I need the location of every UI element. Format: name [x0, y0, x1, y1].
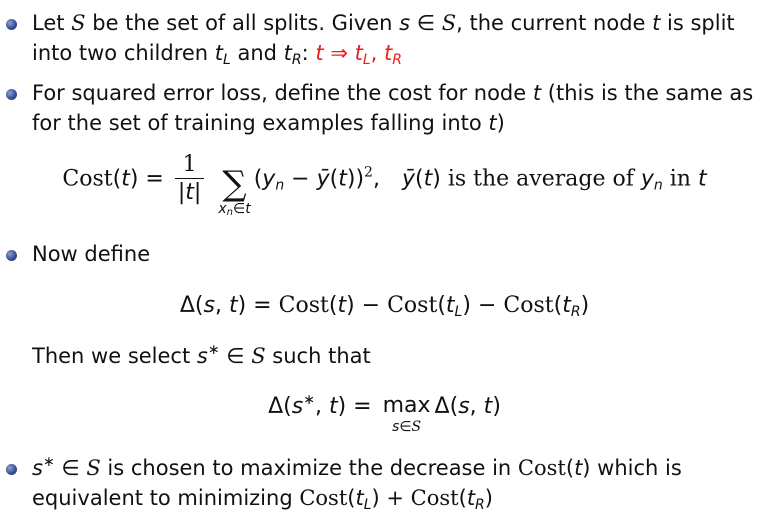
math-superscript: ∗	[42, 454, 55, 470]
math-var: t	[384, 41, 393, 65]
bullet-splits-line-2	[32, 38, 764, 68]
text-segment: be the set of all splits. Given	[85, 11, 400, 35]
math-var: t	[488, 111, 497, 135]
math-func-cost: Cost	[503, 293, 554, 318]
math-var: t	[315, 41, 324, 65]
text-segment: )	[496, 111, 505, 135]
math-var-ybar: ȳ	[316, 166, 330, 192]
math-var: s	[392, 419, 400, 435]
math-subscript: L	[362, 52, 371, 68]
math-paren: )	[462, 293, 471, 318]
math-paren: (	[458, 486, 467, 510]
math-subscript: R	[570, 304, 581, 320]
math-op: ∈	[399, 419, 412, 435]
math-op: ∈	[410, 11, 442, 35]
bullet-splits	[6, 8, 764, 68]
math-paren: (	[329, 166, 339, 192]
math-var: t	[354, 41, 363, 65]
math-op: ,	[372, 166, 380, 192]
math-var: t	[423, 166, 433, 192]
math-var: s	[203, 293, 215, 318]
text-segment: which is	[590, 456, 682, 480]
text-segment: (this is the same as	[541, 81, 754, 105]
math-subscript: R	[392, 52, 402, 68]
math-func-cost: Cost	[62, 166, 113, 192]
math-paren: (	[415, 166, 424, 192]
bullet-dot-icon	[6, 464, 17, 475]
math-op: −	[470, 293, 504, 318]
math-op: ∈	[54, 456, 87, 480]
math-var: s	[458, 394, 470, 419]
text-segment: equivalent to minimizing	[32, 486, 300, 510]
then-select-line	[32, 341, 371, 371]
text-segment: ,	[370, 41, 384, 65]
text-segment: and	[230, 41, 284, 65]
math-op: ) =	[237, 293, 279, 318]
math-delta: Δ	[434, 394, 450, 419]
bullet-splits-line-1	[32, 8, 764, 38]
math-var: t	[338, 166, 347, 192]
text-segment: , the current node	[456, 11, 653, 35]
math-subscript: L	[223, 52, 231, 68]
fraction-numerator: 1	[182, 152, 197, 177]
bullet-chosen-text	[32, 453, 764, 513]
summation	[218, 163, 251, 218]
bullet-cost-text	[32, 78, 764, 138]
math-op: ,	[469, 394, 484, 419]
equation-max-delta	[0, 393, 769, 435]
math-var: t	[483, 394, 493, 419]
bullet-now-define-text	[32, 239, 764, 269]
math-paren: )	[484, 486, 493, 510]
math-set-symbol: S	[251, 344, 266, 368]
math-var: t	[445, 293, 455, 318]
text-segment: is chosen to maximize the decrease in	[100, 456, 518, 480]
math-op: ∈	[232, 200, 246, 217]
math-var: t	[214, 41, 223, 65]
text-segment: is split	[660, 11, 735, 35]
math-var: t	[652, 11, 661, 35]
text-segment: such that	[265, 344, 371, 368]
math-text: in	[662, 166, 698, 192]
math-paren: ))	[346, 166, 365, 192]
math-paren: (	[437, 293, 446, 318]
math-delta: Δ	[179, 293, 195, 318]
math-op: −	[354, 293, 388, 318]
text-segment: :	[301, 41, 316, 65]
math-op: +	[379, 486, 411, 510]
equation-cost	[0, 152, 769, 218]
bullet-cost-definition	[6, 78, 764, 138]
math-var: s	[196, 344, 208, 368]
math-set-symbol: S	[71, 11, 86, 35]
math-subscript: n	[226, 206, 233, 218]
text-segment: Then we select	[32, 344, 197, 368]
math-superscript: 2	[364, 164, 373, 181]
math-var: t	[562, 293, 571, 318]
abs-bar: |	[193, 180, 202, 205]
math-var: y	[640, 166, 654, 192]
math-paren: (	[449, 394, 459, 419]
math-func-cost: Cost	[387, 293, 438, 318]
math-var: t	[228, 293, 238, 318]
math-op: ,	[314, 394, 329, 419]
fraction-denominator	[175, 178, 204, 207]
math-var: s	[291, 394, 304, 419]
math-superscript: ∗	[207, 342, 220, 358]
text-segment: Let	[32, 11, 72, 35]
math-paren: (	[283, 394, 292, 419]
math-paren: )	[346, 293, 355, 318]
math-paren: (	[112, 166, 122, 192]
math-paren: )	[580, 293, 590, 318]
math-var: s	[32, 456, 43, 480]
math-var: x	[218, 200, 227, 217]
math-op: ∈	[219, 344, 252, 368]
sum-symbol-icon: ∑	[222, 163, 247, 204]
max-limit	[383, 419, 431, 435]
math-var: t	[697, 166, 707, 192]
equation-delta	[0, 290, 769, 322]
max-symbol: max	[382, 393, 431, 418]
math-paren: (	[253, 166, 263, 192]
math-paren: )	[371, 486, 380, 510]
math-paren: (	[553, 293, 563, 318]
fraction-one-over-t	[175, 152, 204, 207]
math-var: t	[532, 81, 542, 105]
text-segment: into two children	[32, 41, 215, 65]
math-subscript: L	[363, 497, 372, 513]
bullet-cost-line-2	[32, 108, 764, 138]
bullet-chosen-line-1	[32, 453, 764, 483]
math-delta: Δ	[268, 394, 284, 419]
math-var: t	[328, 394, 338, 419]
math-paren: )	[432, 166, 441, 192]
math-op: ) =	[129, 166, 164, 192]
math-subscript: n	[653, 177, 663, 194]
bullet-now-define-line: Now define	[32, 242, 151, 266]
math-func-cost: Cost	[299, 486, 348, 510]
math-op: ) =	[337, 394, 379, 419]
math-superscript: ∗	[303, 392, 315, 408]
math-var: t	[466, 486, 476, 510]
math-func-cost: Cost	[410, 486, 459, 510]
bullet-cost-line-1	[32, 78, 764, 108]
math-var: t	[185, 180, 194, 205]
math-set-symbol: S	[441, 11, 457, 35]
math-paren: )	[582, 456, 591, 480]
math-var-ybar: ȳ	[401, 166, 415, 192]
math-var: t	[121, 166, 130, 192]
abs-bar: |	[177, 180, 186, 205]
math-subscript: n	[275, 177, 285, 194]
math-paren: (	[328, 293, 338, 318]
math-subscript: R	[475, 497, 485, 513]
math-var: t	[337, 293, 347, 318]
math-op: −	[284, 166, 317, 192]
bullet-dot-icon	[6, 89, 17, 100]
implies-arrow: ⇒	[323, 41, 355, 65]
bullet-dot-icon	[6, 19, 17, 30]
bullet-chosen	[6, 453, 764, 513]
math-paren: (	[194, 293, 204, 318]
math-paren: )	[492, 394, 501, 419]
math-set-symbol: S	[411, 419, 422, 435]
math-paren: (	[347, 486, 356, 510]
math-subscript: L	[454, 304, 463, 320]
math-subscript: R	[291, 52, 302, 68]
math-var: t	[574, 456, 583, 480]
bullet-now-define	[6, 239, 764, 269]
red-split-expression	[315, 41, 402, 68]
text-segment: For squared error loss, define the cost for node	[32, 81, 533, 105]
math-var: t	[245, 200, 251, 217]
text-segment: for the set of training examples falling into	[32, 111, 489, 135]
bullet-splits-text	[32, 8, 764, 68]
math-func-cost: Cost	[278, 293, 329, 318]
math-paren: (	[565, 456, 575, 480]
math-op: ,	[214, 293, 229, 318]
sum-limit	[218, 201, 250, 217]
math-var: t	[355, 486, 364, 510]
math-text: is the average of	[440, 166, 641, 192]
math-var: s	[399, 11, 411, 35]
bullet-dot-icon	[6, 250, 17, 261]
math-var: t	[283, 41, 292, 65]
math-set-symbol: S	[86, 456, 101, 480]
math-func-cost: Cost	[517, 456, 566, 480]
max-operator	[383, 393, 431, 435]
bullet-chosen-line-2	[32, 483, 764, 513]
math-var: y	[262, 166, 276, 192]
